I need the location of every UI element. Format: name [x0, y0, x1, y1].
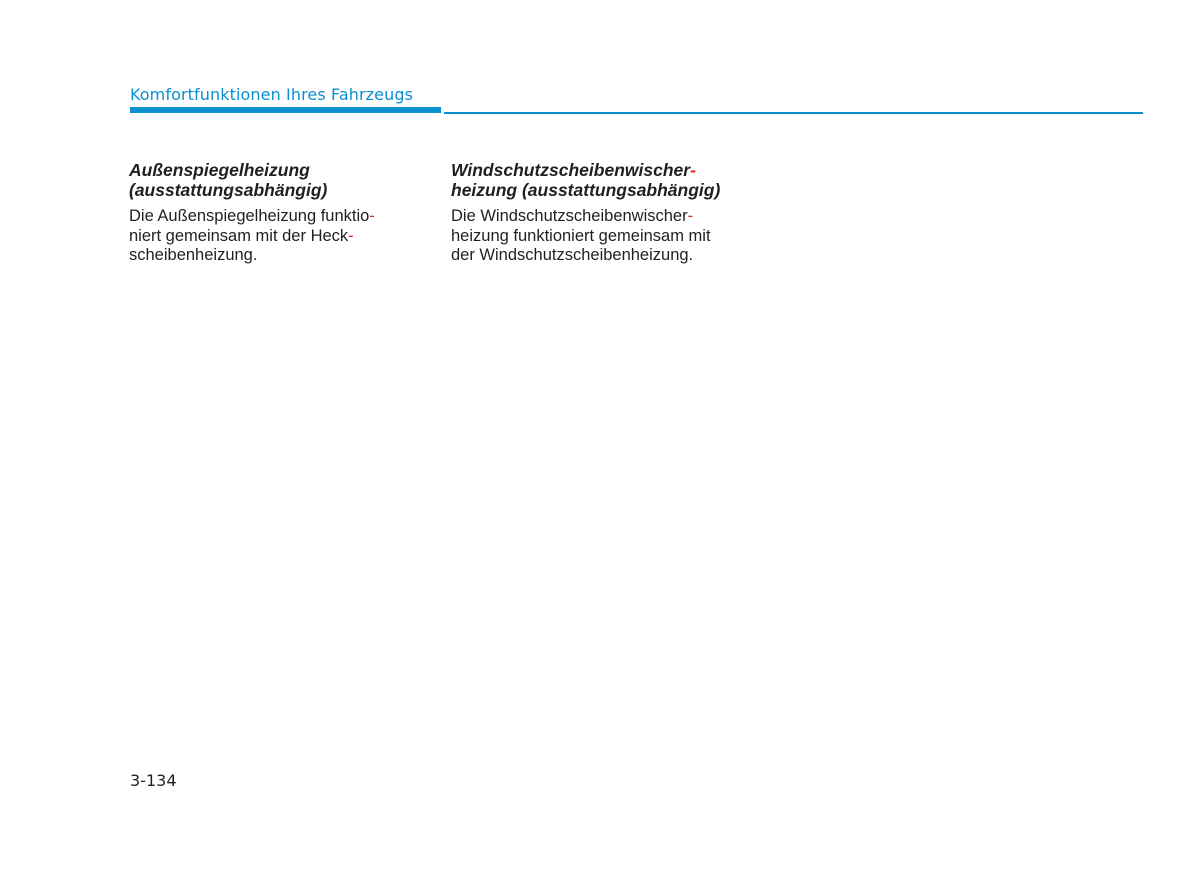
- column-outside-mirror-heating: [129, 160, 425, 266]
- title-line: (ausstattungsabhängig): [129, 180, 328, 200]
- column-wiper-heating: [451, 160, 747, 266]
- body-line: der Windschutzscheibenheizung.: [451, 246, 694, 264]
- body-line: heizung funktioniert gemeinsam mit: [451, 226, 711, 245]
- column-body: [451, 207, 747, 266]
- title-line: Außenspiegelheizung: [129, 160, 310, 180]
- title-line: Windschutzscheibenwischer: [451, 160, 691, 180]
- hyphen-mark: -: [369, 207, 375, 225]
- hyphen-mark: -: [687, 207, 694, 225]
- body-line: Die Außenspiegelheizung funktio: [129, 207, 370, 225]
- header-rule-thick: [130, 107, 441, 113]
- page-number: 3-134: [130, 771, 177, 790]
- header-rule-thin: [444, 112, 1143, 114]
- hyphen-mark: -: [690, 160, 696, 180]
- hyphen-mark: -: [348, 226, 354, 245]
- column-title: [129, 160, 425, 200]
- body-line: niert gemeinsam mit der Heck: [129, 226, 349, 245]
- title-line: heizung (ausstattungsabhängig): [451, 180, 721, 200]
- section-header: Komfortfunktionen Ihres Fahrzeugs: [130, 85, 414, 104]
- column-title: [451, 160, 747, 200]
- column-body: [129, 207, 425, 266]
- body-line: Die Windschutzscheibenwischer: [451, 207, 688, 225]
- body-line: scheibenheizung.: [129, 246, 258, 264]
